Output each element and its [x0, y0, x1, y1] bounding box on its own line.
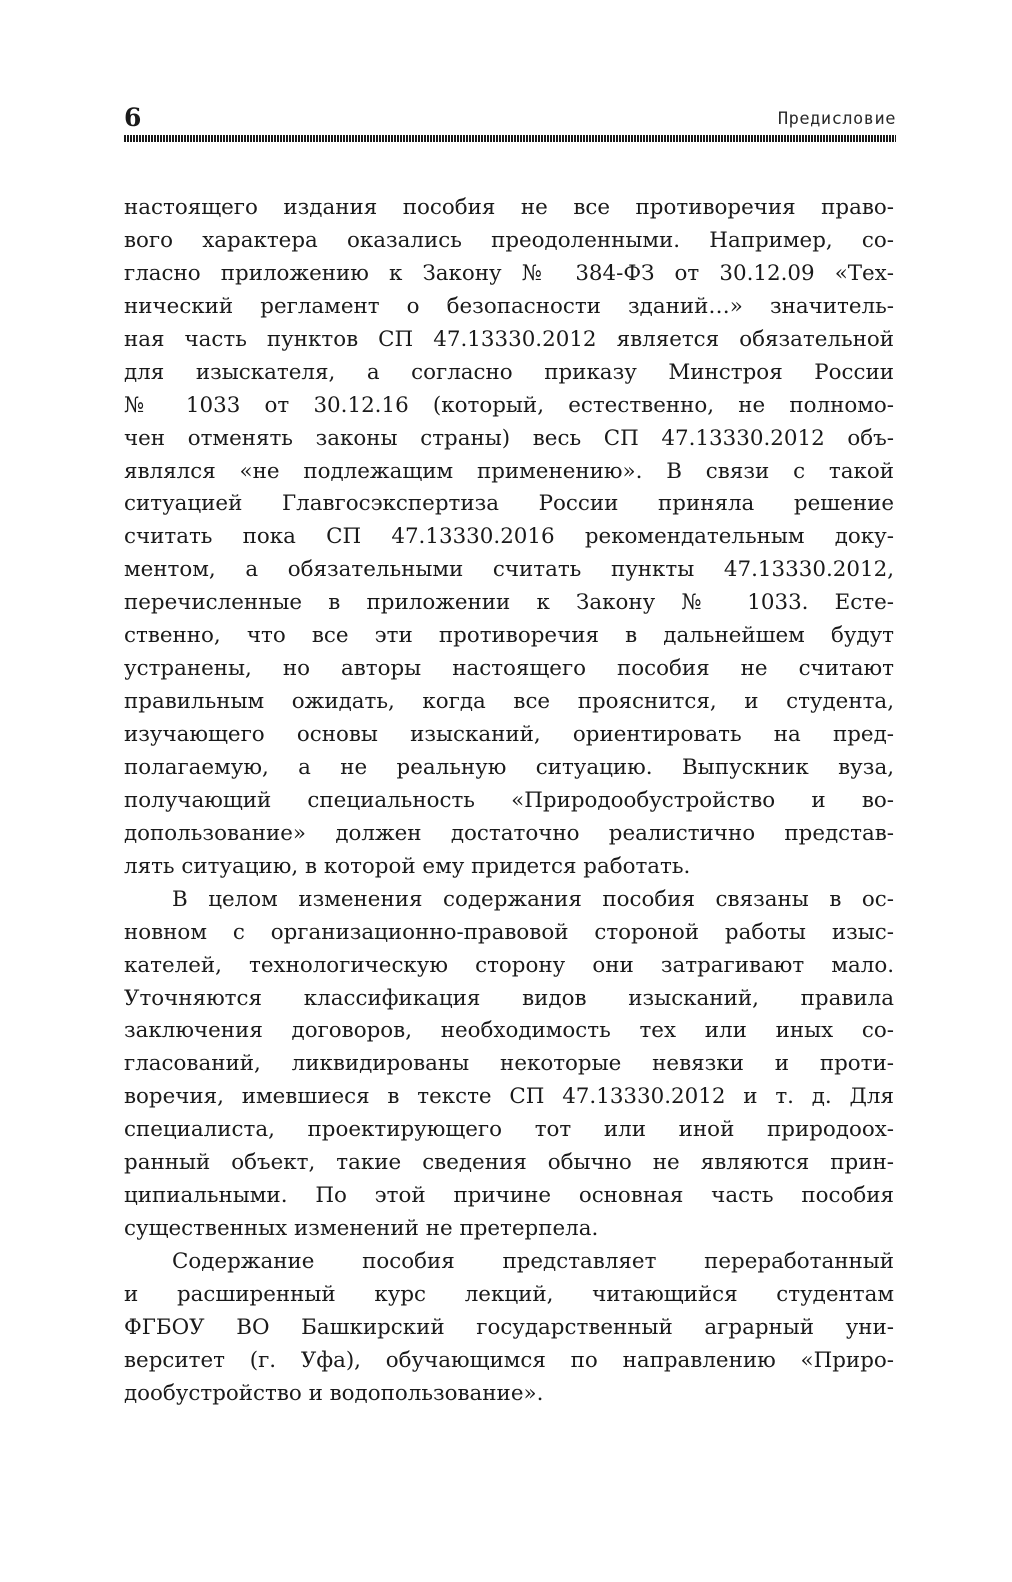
- page-number: 6: [124, 103, 142, 132]
- text-line: № 1033 от 30.12.16 (который, естественно, не полномо-: [124, 392, 894, 418]
- text-line: являлся «не подлежащим применению». В связи с такой: [124, 458, 894, 484]
- text-line: существенных изменений не претерпела.: [124, 1216, 599, 1242]
- text-line: полагаемую, а не реальную ситуацию. Выпускник вуза,: [124, 754, 894, 780]
- text-line: гласований, ликвидированы некоторые невязки и проти-: [124, 1051, 894, 1077]
- running-header: [124, 100, 896, 144]
- text-line: верситет (г. Уфа), обучающимся по направлению «Приро-: [124, 1347, 894, 1373]
- paragraph: [124, 1246, 894, 1411]
- text-line: чен отменять законы страны) весь СП 47.13330.2012 объ-: [124, 425, 894, 451]
- paragraph: [124, 192, 894, 884]
- text-line: ранный объект, такие сведения обычно не являются прин-: [124, 1150, 894, 1176]
- text-line: специалиста, проектирующего тот или иной природоох-: [124, 1117, 894, 1143]
- text-line: ственно, что все эти противоречия в дальнейшем будут: [124, 623, 894, 649]
- text-line: считать пока СП 47.13330.2016 рекомендательным доку-: [124, 524, 894, 550]
- text-line: воречия, имевшиеся в тексте СП 47.13330.2012 и т. д. Для: [124, 1084, 894, 1110]
- text-line: заключения договоров, необходимость тех или иных со-: [124, 1018, 894, 1044]
- text-line: дообустройство и водопользование».: [124, 1380, 544, 1406]
- text-line: кателей, технологическую сторону они затрагивают мало.: [124, 952, 894, 978]
- text-line: ципиальными. По этой причине основная часть пособия: [124, 1183, 894, 1209]
- section-title: Предисловие: [777, 109, 896, 129]
- paragraph: [124, 884, 894, 1246]
- text-line: ситуацией Главгосэкспертиза России приняла решение: [124, 491, 894, 517]
- text-line: ная часть пунктов СП 47.13330.2012 является обязательной: [124, 326, 894, 352]
- text-line: вого характера оказались преодоленными. Например, со-: [124, 227, 894, 253]
- text-line: настоящего издания пособия не все противоречия право-: [124, 195, 894, 220]
- text-line: нический регламент о безопасности зданий…» значитель-: [124, 293, 894, 319]
- text-line: правильным ожидать, когда все прояснится, и студента,: [124, 689, 894, 715]
- text-line: допользование» должен достаточно реалистично представ-: [124, 820, 894, 846]
- body-text: [124, 192, 894, 1411]
- text-line: и расширенный курс лекций, читающийся студентам: [124, 1281, 894, 1307]
- text-line: для изыскателя, а согласно приказу Минстроя России: [124, 359, 894, 385]
- text-line: В целом изменения содержания пособия связаны в ос-: [172, 886, 894, 912]
- text-line: гласно приложению к Закону № 384-ФЗ от 30.12.09 «Тех-: [124, 260, 894, 286]
- text-line: ментом, а обязательными считать пункты 47.13330.2012,: [124, 557, 894, 583]
- header-rule: [124, 135, 896, 142]
- text-line: перечисленные в приложении к Закону № 1033. Есте-: [124, 590, 894, 616]
- text-line: устранены, но авторы настоящего пособия не считают: [124, 656, 894, 682]
- text-line: Содержание пособия представляет переработанный: [172, 1249, 894, 1274]
- text-line: получающий специальность «Природообустройство и во-: [124, 787, 894, 813]
- text-line: лять ситуацию, в которой ему придется работать.: [124, 853, 691, 879]
- text-line: ФГБОУ ВО Башкирский государственный аграрный уни-: [124, 1314, 894, 1340]
- text-line: Уточняются классификация видов изысканий, правила: [124, 985, 894, 1011]
- text-line: изучающего основы изысканий, ориентировать на пред-: [124, 722, 894, 747]
- text-line: новном с организационно-правовой стороной работы изыс-: [124, 919, 894, 945]
